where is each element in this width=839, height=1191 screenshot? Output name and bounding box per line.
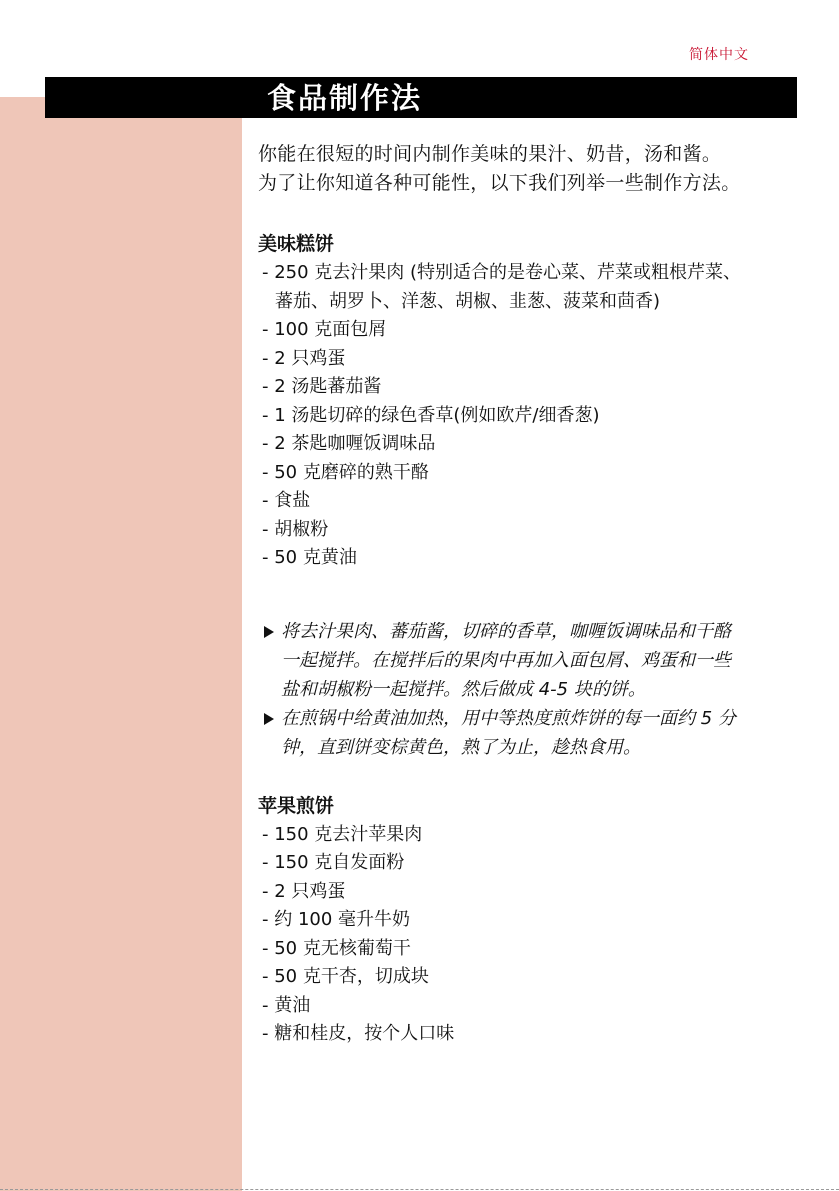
step-text: 在煎锅中给黄油加热，用中等热度煎炸饼的每一面约 5 分钟，直到饼变棕黄色，熟了为止，趁热食用。 <box>281 707 736 758</box>
ingredient-item: - 2 只鸡蛋 <box>262 880 346 902</box>
ingredient-item: - 糖和桂皮，按个人口味 <box>262 1023 455 1044</box>
ingredient-item: - 胡椒粉 <box>262 518 329 540</box>
title-bar <box>45 77 797 118</box>
step-item <box>258 617 741 704</box>
arrow-right-icon <box>264 626 274 638</box>
ingredient-item: - 150 克去汁苹果肉 <box>262 823 423 845</box>
page-title: 食品制作法 <box>267 81 423 115</box>
ingredient-item: - 50 克磨碎的熟干酪 <box>262 461 429 483</box>
ingredient-item: - 50 克干杏，切成块 <box>262 966 429 987</box>
ingredient-item: - 100 克面包屑 <box>262 319 387 340</box>
recipe-1-title: 美味糕饼 <box>258 233 335 255</box>
step-item <box>258 704 741 762</box>
recipe-1-ingredient-list <box>258 259 748 573</box>
arrow-right-icon <box>264 713 274 725</box>
ingredient-item: - 2 茶匙咖喱饭调味品 <box>262 433 436 454</box>
ingredient-item: - 50 克无核葡萄干 <box>262 937 411 959</box>
intro-line-1: 你能在很短的时间内制作美味的果汁、奶昔，汤和酱。 <box>258 143 722 165</box>
recipe-1-steps <box>258 617 798 762</box>
ingredient-item: - 约 100 毫升牛奶 <box>262 909 411 930</box>
sidebar-band <box>0 97 242 1191</box>
ingredient-item: - 食盐 <box>262 490 311 511</box>
recipe-2-title: 苹果煎饼 <box>258 794 335 817</box>
ingredient-item: - 2 汤匙蕃茄酱 <box>262 376 382 397</box>
language-label: 简体中文 <box>689 47 749 63</box>
ingredient-item: - 150 克自发面粉 <box>262 852 405 873</box>
intro-line-2: 为了让你知道各种可能性，以下我们列举一些制作方法。 <box>258 172 741 194</box>
ingredient-item: - 50 克黄油 <box>262 547 357 568</box>
ingredient-item: - 250 克去汁果肉 (特别适合的是卷心菜、芹菜或粗根芹菜、蕃茄、胡罗卜、洋葱、胡椒、韭葱、菠菜和茴香) <box>262 262 742 312</box>
recipe-2-ingredient-list <box>258 821 798 1049</box>
ingredient-item: - 1 汤匙切碎的绿色香草(例如欧芹/细香葱) <box>262 404 600 426</box>
ingredient-item: - 黄油 <box>262 994 311 1016</box>
ingredient-item: - 2 只鸡蛋 <box>262 347 346 369</box>
main-content <box>258 140 798 1049</box>
step-text: 将去汁果肉、蕃茄酱，切碎的香草，咖喱饭调味品和干酪一起搅拌。在搅拌后的果肉中再加入面包屑、鸡蛋和一些盐和胡椒粉一起搅拌。然后做成 4-5 块的饼。 <box>281 620 731 700</box>
